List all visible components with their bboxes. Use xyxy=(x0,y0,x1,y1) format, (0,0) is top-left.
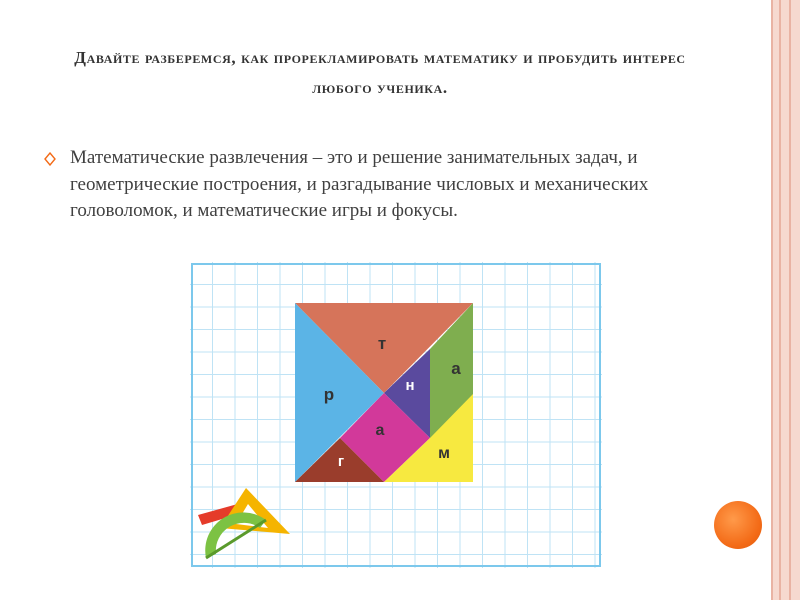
tangram-figure xyxy=(190,262,602,568)
tangram-letter-m: м xyxy=(438,445,450,462)
tangram-letter-n: н xyxy=(405,377,415,394)
bullet-diamond-icon xyxy=(44,152,56,166)
bullet-text: Математические развлечения – это и решение занимательных задач, и геометрические построения, и разгадывание числовых и механических головоломок, и математические игры и фокусы. xyxy=(70,147,649,221)
tangram-letter-r: р xyxy=(323,385,335,404)
slide-title: Давайте разберемся, как прорекламировать математику и пробудить интерес любого ученика. xyxy=(74,48,686,97)
right-decorative-band xyxy=(771,0,800,600)
band-stripe xyxy=(779,0,781,600)
band-stripe xyxy=(789,0,791,600)
tangram-letter-a1: а xyxy=(451,359,461,378)
tangram-letter-t: т xyxy=(377,334,387,353)
band-stripe xyxy=(771,0,773,600)
tangram-letter-a2: а xyxy=(375,422,385,439)
tangram-letter-g: г xyxy=(337,453,345,470)
orange-circle-decoration xyxy=(714,501,762,549)
